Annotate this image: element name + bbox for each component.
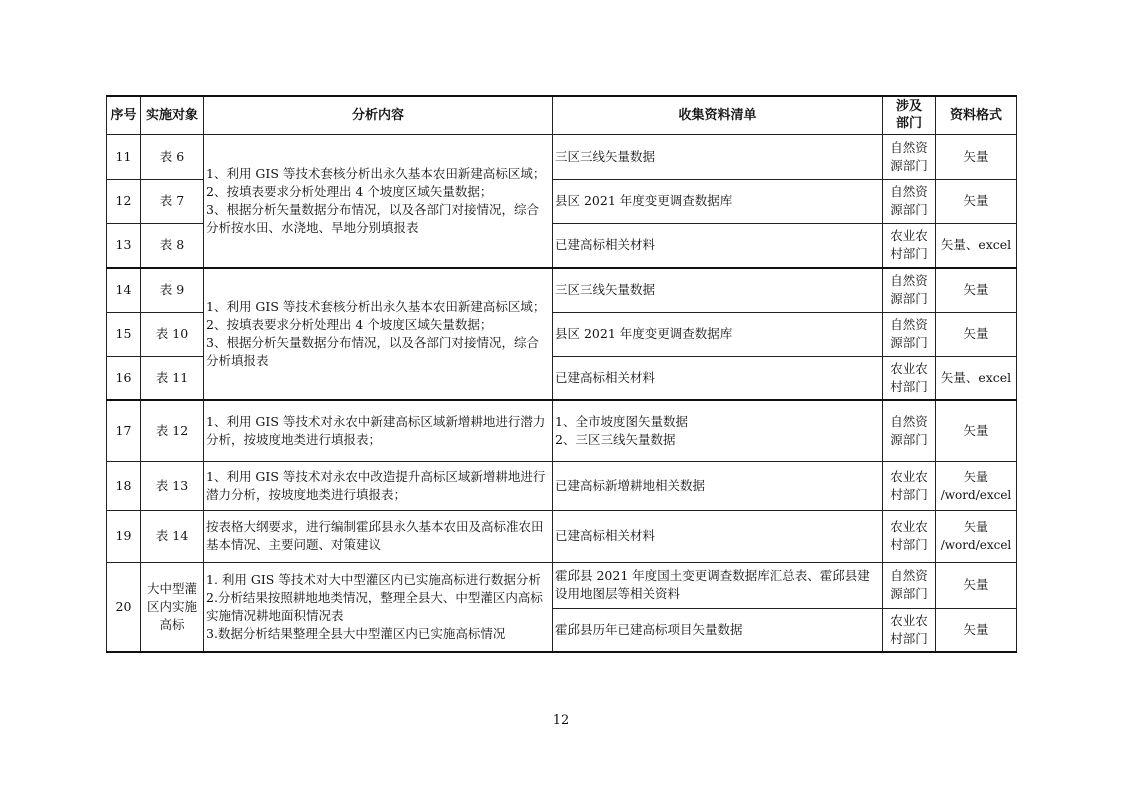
row-no: 17: [107, 400, 141, 461]
row-target: 表 12: [141, 400, 204, 461]
row-dept: 自然资源部门: [883, 134, 936, 179]
row-collect: 已建高标相关材料: [553, 356, 883, 400]
row-target: 表 11: [141, 356, 204, 400]
header-format: 资料格式: [936, 96, 1017, 134]
row-target: 表 6: [141, 134, 204, 179]
row-format: 矢量: [936, 312, 1017, 356]
row-no: 16: [107, 356, 141, 400]
header-target: 实施对象: [141, 96, 204, 134]
row-no: 15: [107, 312, 141, 356]
row-collect: 已建高标相关材料: [553, 510, 883, 562]
row-target: 表 9: [141, 268, 204, 312]
row-collect: 已建高标相关材料: [553, 223, 883, 268]
row-dept: 农业农村部门: [883, 608, 936, 652]
row-collect: 三区三线矢量数据: [553, 134, 883, 179]
page-number: 12: [552, 713, 570, 728]
row-format: 矢量: [936, 134, 1017, 179]
table-row: [107, 510, 1017, 562]
header-dept: 涉及部门: [883, 96, 936, 134]
row-no: 19: [107, 510, 141, 562]
row-collect: 霍邱县 2021 年度国土变更调查数据库汇总表、霍邱县建设用地图层等相关资料: [553, 562, 883, 608]
row-dept: 自然资源部门: [883, 562, 936, 608]
row-no: 11: [107, 134, 141, 179]
table-row: [107, 268, 1017, 312]
row-target: 表 10: [141, 312, 204, 356]
row-target: 大中型灌区内实施高标: [141, 562, 204, 652]
table-row: [107, 134, 1017, 179]
row-collect: 霍邱县历年已建高标项目矢量数据: [553, 608, 883, 652]
row-format: 矢量: [936, 179, 1017, 223]
row-dept: 农业农村部门: [883, 356, 936, 400]
row-analysis: 1、利用 GIS 等技术对永农中新建高标区域新增耕地进行潜力分析，按坡度地类进行填报表；: [204, 400, 553, 461]
table-row: [107, 400, 1017, 461]
header-no: 序号: [107, 96, 141, 134]
row-analysis: 1、利用 GIS 等技术套核分析出永久基本农田新建高标区域； 2、按填表要求分析处理出 4 个坡度区域矢量数据； 3、根据分析矢量数据分布情况，以及各部门对接情况，综合分析按水田、水浇地、旱地分别填报表: [204, 134, 553, 268]
row-format: 矢量 /word/excel: [936, 461, 1017, 510]
header-analysis: 分析内容: [204, 96, 553, 134]
table-row: [107, 461, 1017, 510]
row-collect: 1、全市坡度图矢量数据 2、三区三线矢量数据: [553, 400, 883, 461]
row-no: 20: [107, 562, 141, 652]
row-format: 矢量: [936, 562, 1017, 608]
row-analysis: 1. 利用 GIS 等技术对大中型灌区内已实施高标进行数据分析 2.分析结果按照耕地地类情况，整理全县大、中型灌区内高标实施情况耕地面积情况表 3.数据分析结果整理全县大中型灌区内已实施高标情况: [204, 562, 553, 652]
row-dept: 自然资源部门: [883, 400, 936, 461]
row-collect: 已建高标新增耕地相关数据: [553, 461, 883, 510]
row-format: 矢量、excel: [936, 223, 1017, 268]
row-target: 表 8: [141, 223, 204, 268]
row-dept: 农业农村部门: [883, 223, 936, 268]
row-target: 表 7: [141, 179, 204, 223]
row-target: 表 13: [141, 461, 204, 510]
row-dept: 自然资源部门: [883, 179, 936, 223]
row-no: 12: [107, 179, 141, 223]
row-format: 矢量: [936, 400, 1017, 461]
row-no: 14: [107, 268, 141, 312]
row-dept: 自然资源部门: [883, 312, 936, 356]
row-target: 表 14: [141, 510, 204, 562]
row-format: 矢量、excel: [936, 356, 1017, 400]
row-dept: 农业农村部门: [883, 461, 936, 510]
row-dept: 农业农村部门: [883, 510, 936, 562]
row-no: 13: [107, 223, 141, 268]
data-table: [106, 95, 1017, 653]
row-format: 矢量: [936, 608, 1017, 652]
row-no: 18: [107, 461, 141, 510]
row-dept: 自然资源部门: [883, 268, 936, 312]
row-format: 矢量: [936, 268, 1017, 312]
header-collect: 收集资料清单: [553, 96, 883, 134]
row-analysis: 按表格大纲要求，进行编制霍邱县永久基本农田及高标准农田基本情况、主要问题、对策建议: [204, 510, 553, 562]
row-format: 矢量 /word/excel: [936, 510, 1017, 562]
row-collect: 县区 2021 年度变更调查数据库: [553, 312, 883, 356]
row-analysis: 1、利用 GIS 等技术对永农中改造提升高标区域新增耕地进行潜力分析，按坡度地类进行填报表；: [204, 461, 553, 510]
table-row: [107, 562, 1017, 608]
row-collect: 县区 2021 年度变更调查数据库: [553, 179, 883, 223]
header-row: [107, 96, 1017, 134]
row-collect: 三区三线矢量数据: [553, 268, 883, 312]
row-analysis: 1、利用 GIS 等技术套核分析出永久基本农田新建高标区域； 2、按填表要求分析处理出 4 个坡度区域矢量数据； 3、根据分析矢量数据分布情况，以及各部门对接情况，综合分析填报表: [204, 268, 553, 400]
